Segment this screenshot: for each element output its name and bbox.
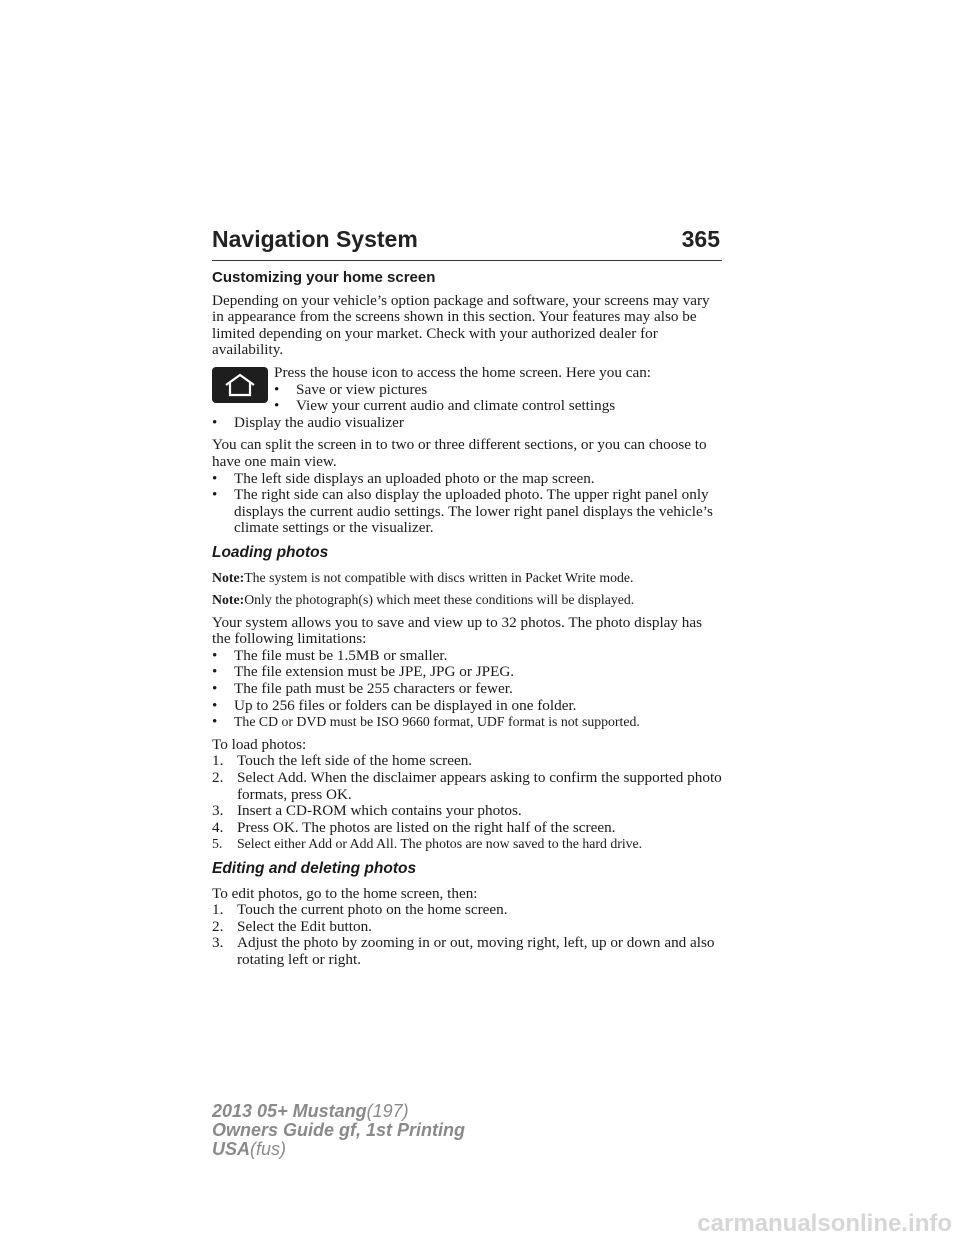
list-item: 3. Adjust the photo by zooming in or out, moving right, left, up or down and also rotating left or right. <box>212 934 715 968</box>
list-item: • The file path must be 255 characters or fewer. <box>212 680 513 698</box>
section-heading-home-screen: Customizing your home screen <box>212 269 436 286</box>
list-item: 2. Select the Edit button. <box>212 917 372 935</box>
list-item: 5. Select either Add or Add All. The photos are now saved to the hard drive. <box>212 836 643 852</box>
list-item: • The CD or DVD must be ISO 9660 format, UDF format is not supported. <box>212 713 640 731</box>
photo-limit-paragraph: Your system allows you to save and view up to 32 photos. The photo display has the following limitations: <box>212 613 703 648</box>
list-item: • Save or view pictures <box>274 380 428 398</box>
note-conditions: Note:Only the photograph(s) which meet these conditions will be displayed. <box>212 592 635 608</box>
list-item: • The file extension must be JPE, JPG or JPEG. <box>212 663 515 681</box>
list-item: • Up to 256 files or folders can be displayed in one folder. <box>212 696 577 714</box>
print-footer: 2013 05+ Mustang(197) Owners Guide gf, 1st Printing USA(fus) <box>212 1101 466 1159</box>
section-heading-loading-photos: Loading photos <box>212 543 329 561</box>
list-item: 3. Insert a CD-ROM which contains your photos. <box>212 802 522 820</box>
home-icon <box>212 367 268 403</box>
split-screen-paragraph: You can split the screen in to two or three different sections, or you can choose to have one main view. <box>212 436 707 470</box>
load-steps-intro: To load photos: <box>212 735 307 753</box>
list-item: • The left side displays an uploaded photo or the map screen. <box>212 469 595 487</box>
list-item: • The file must be 1.5MB or smaller. <box>212 646 448 664</box>
watermark: carmanualsonline.info <box>697 1210 952 1237</box>
list-item: 4. Press OK. The photos are listed on the right half of the screen. <box>212 818 616 836</box>
house-icon-row <box>212 365 722 415</box>
list-item: • The right side can also display the uploaded photo. The upper right panel only displays the current audio settings. The lower right panel displays the vehicle’s climate settings or the visualizer. <box>212 486 713 537</box>
header-rule <box>212 260 722 261</box>
page-title: Navigation System <box>212 226 418 252</box>
list-item: • Display the audio visualizer <box>212 413 404 431</box>
intro-paragraph: Depending on your vehicle’s option package and software, your screens may vary in appearance from the screens shown in this section. Your features may also be limited depending on your market. Check with your authorized dealer for availability. <box>212 291 710 359</box>
note-packet-write: Note:The system is not compatible with discs written in Packet Write mode. <box>212 569 634 585</box>
page-header <box>212 226 720 253</box>
list-item: 2. Select Add. When the disclaimer appears asking to confirm the supported photo formats, press OK. <box>212 769 722 803</box>
section-heading-editing-photos: Editing and deleting photos <box>212 860 417 877</box>
house-icon-description: Press the house icon to access the home screen. Here you can: <box>274 363 652 381</box>
list-item: 1. Touch the left side of the home screen. <box>212 752 473 770</box>
list-item: 1. Touch the current photo on the home screen. <box>212 901 508 919</box>
edit-steps-intro: To edit photos, go to the home screen, then: <box>212 884 478 902</box>
page-content <box>212 268 722 975</box>
page-number: 365 <box>681 226 720 252</box>
list-item: • View your current audio and climate control settings <box>274 397 616 415</box>
